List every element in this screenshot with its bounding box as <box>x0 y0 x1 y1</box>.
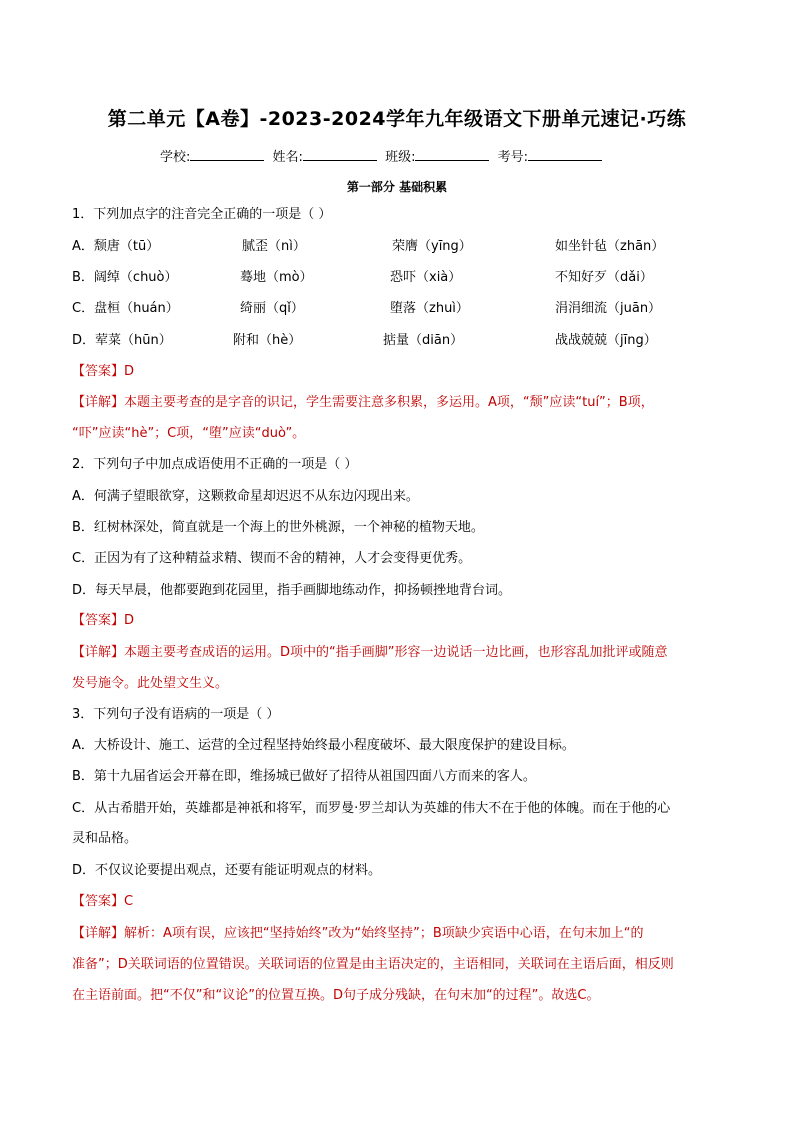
q3-stem: 3．下列句子没有语病的一项是（ ） <box>72 707 280 722</box>
q1-answer <box>72 363 134 381</box>
q1-option-b-3: 恐吓（xià） <box>390 270 462 285</box>
school-blank[interactable] <box>190 147 264 161</box>
q1-detail-line-1 <box>72 394 654 412</box>
detail-tag: 【详解】 <box>72 645 125 660</box>
q1-option-a-1: A．颓唐（tū） <box>72 239 160 254</box>
q2-option-c: C．正因为有了这种精益求精、锲而不舍的精神，人才会变得更优秀。 <box>72 551 472 566</box>
q3-option-a: A．大桥设计、施工、运营的全过程坚持始终最小程度破坏、最大限度保护的建设目标。 <box>72 738 575 753</box>
q3-option-c-line-2: 灵和品格。 <box>72 831 138 846</box>
name-label: 姓名: <box>272 150 303 165</box>
q3-option-d: D．不仅议论要提出观点，还要有能证明观点的材料。 <box>72 863 382 878</box>
q1-option-c-4: 涓涓细流（juān） <box>555 301 662 316</box>
q3-detail-line-1 <box>72 925 644 943</box>
detail-text: 解析：A项有误，应该把“坚持始终”改为“始终坚持”；B项缺少宾语中心语，在句末加上“的 <box>124 926 644 941</box>
q1-option-d-2: 附和（hè） <box>233 333 302 348</box>
q2-option-b: B．红树林深处，简直就是一个海上的世外桃源，一个神秘的植物天地。 <box>72 520 484 535</box>
school-label: 学校: <box>160 150 191 165</box>
q3-detail-line-2: 准备”；D关联词语的位置错误。关联词语的位置是由主语决定的，主语相同，关联词在主语后面，相反则 <box>72 957 674 972</box>
q1-option-a-3: 荣膺（yīng） <box>392 239 472 254</box>
class-blank[interactable] <box>415 147 489 161</box>
q2-option-a: A．何满子望眼欲穿，这颗救命星却迟迟不从东边闪现出来。 <box>72 489 419 504</box>
answer-tag: 【答案】 <box>72 894 125 909</box>
q3-answer <box>72 893 133 911</box>
q1-detail-line-2: “吓”应读“hè”；C项，“堕”应读“duò”。 <box>72 426 306 441</box>
answer-value: D <box>124 364 135 379</box>
q2-detail-line-2: 发号施令。此处望文生义。 <box>72 676 229 691</box>
q1-option-a-2: 腻歪（nì） <box>242 239 306 254</box>
q2-stem: 2．下列句子中加点成语使用不正确的一项是（ ） <box>72 457 358 472</box>
q3-detail-line-3: 在主语前面。把“不仅”和“议论”的位置互换。D句子成分残缺，在句末加“的过程”。故选C。 <box>72 988 600 1003</box>
detail-text: 本题主要考查的是字音的识记，学生需要注意多积累，多运用。A项，“颓”应读“tuí”；B项， <box>124 395 654 410</box>
q1-option-d-3: 掂量（diān） <box>383 333 464 348</box>
number-blank[interactable] <box>528 147 602 161</box>
q1-option-c-1: C．盘桓（huán） <box>72 301 179 316</box>
detail-tag: 【详解】 <box>72 926 125 941</box>
detail-text: 本题主要考查成语的运用。D项中的“指手画脚”形容一边说话一边比画，也形容乱加批评或随意 <box>124 645 668 660</box>
q1-option-b-1: B．阔绰（chuò） <box>72 270 178 285</box>
q1-option-c-3: 堕落（zhuì） <box>390 301 469 316</box>
q1-option-d-4: 战战兢兢（jīng） <box>555 333 657 348</box>
q3-option-c-line-1: C．从古希腊开始，英雄都是神祇和将军，而罗曼·罗兰却认为英雄的伟大不在于他的体魄。而在于他的心 <box>72 801 671 816</box>
section-heading: 第一部分 基础积累 <box>346 180 448 194</box>
answer-value: D <box>124 613 135 628</box>
q3-option-b: B．第十九届省运会开幕在即，维扬城已做好了招待从祖国四面八方而来的客人。 <box>72 769 536 784</box>
answer-tag: 【答案】 <box>72 364 125 379</box>
q2-option-d: D．每天早晨，他都要跑到花园里，指手画脚地练动作，抑扬顿挫地背台词。 <box>72 583 512 598</box>
answer-tag: 【答案】 <box>72 613 125 628</box>
page-title: 第二单元【A卷】-2023-2024学年九年级语文下册单元速记·巧练 <box>107 108 687 130</box>
detail-tag: 【详解】 <box>72 395 125 410</box>
answer-value: C <box>124 894 134 909</box>
q1-option-c-2: 绮丽（qǐ） <box>240 301 304 316</box>
q2-answer <box>72 612 134 630</box>
number-label: 考号: <box>497 150 528 165</box>
name-blank[interactable] <box>303 147 377 161</box>
q1-option-d-1: D．荤菜（hūn） <box>72 333 172 348</box>
class-label: 班级: <box>385 150 416 165</box>
q2-detail-line-1 <box>72 644 668 662</box>
q1-option-b-2: 蓦地（mò） <box>240 270 313 285</box>
q1-option-b-4: 不知好歹（dǎi） <box>555 270 653 285</box>
student-info-line <box>160 146 606 165</box>
q1-option-a-4: 如坐针毡（zhān） <box>555 239 665 254</box>
q1-stem: 1．下列加点字的注音完全正确的一项是（ ） <box>72 207 332 222</box>
